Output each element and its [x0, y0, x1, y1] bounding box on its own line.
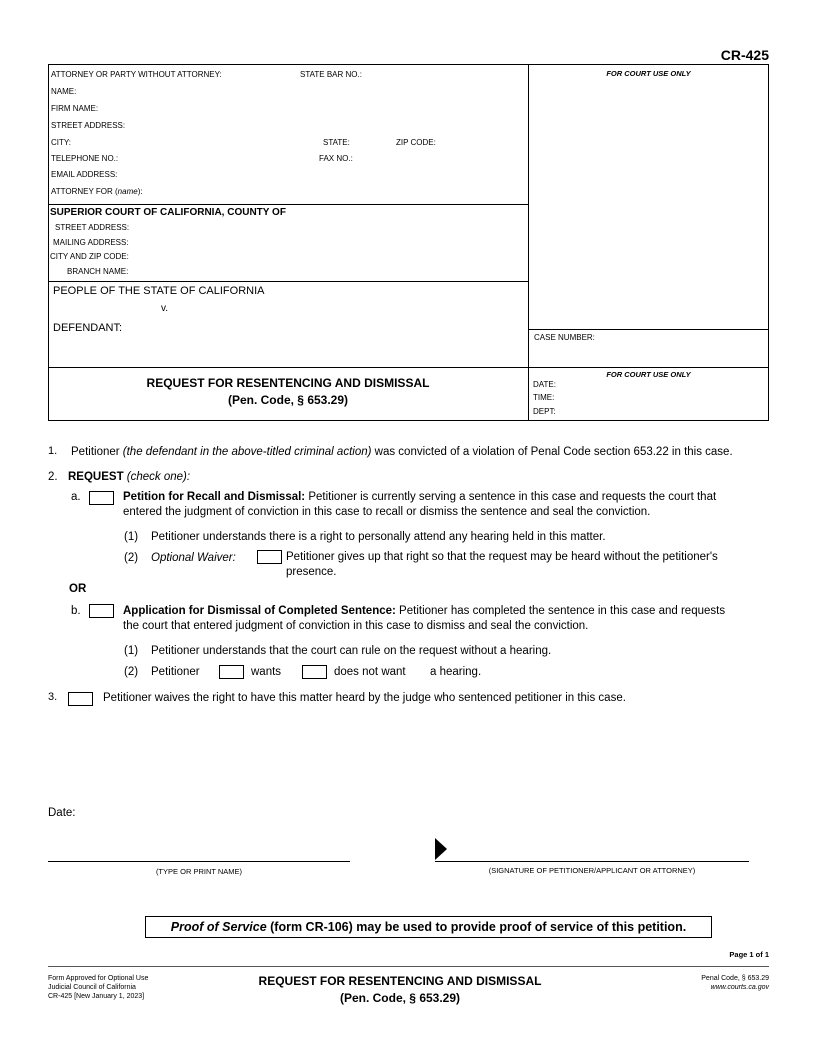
footer-website-link[interactable]: www.courts.ca.gov	[710, 984, 769, 991]
signature-caption: (SIGNATURE OF PETITIONER/APPLICANT OR ATTORNEY)	[488, 866, 696, 875]
court-title: SUPERIOR COURT OF CALIFORNIA, COUNTY OF	[50, 207, 286, 218]
item2b-bold: Application for Dismissal of Completed Sentence:	[123, 605, 396, 617]
item2b-checkbox[interactable]	[89, 604, 114, 618]
optional-waiver-text1: Petitioner gives up that right so that the request may be heard without the petitioner's	[286, 551, 718, 563]
item2b1-number: (1)	[124, 645, 139, 657]
item2-check-one: (check one):	[123, 471, 191, 483]
hearing-date-label[interactable]: DATE:	[533, 380, 556, 389]
name-label[interactable]: NAME:	[51, 87, 77, 96]
defendant-label[interactable]: DEFENDANT:	[53, 322, 123, 334]
divider-line	[48, 367, 769, 368]
divider-line	[48, 281, 528, 282]
state-label[interactable]: STATE:	[323, 138, 350, 147]
optional-waiver-checkbox[interactable]	[257, 550, 282, 564]
optional-waiver-label: Optional Waiver:	[151, 552, 236, 564]
item2b2-number: (2)	[124, 666, 139, 678]
divider-line	[528, 329, 769, 330]
hearing-time-label[interactable]: TIME:	[533, 393, 555, 402]
wants-hearing-checkbox[interactable]	[219, 665, 244, 679]
court-use-only-top: FOR COURT USE ONLY	[606, 69, 691, 78]
people-label: PEOPLE OF THE STATE OF CALIFORNIA	[53, 285, 265, 297]
zip-code-label[interactable]: ZIP CODE:	[396, 138, 436, 147]
state-bar-label: STATE BAR NO.:	[300, 70, 362, 79]
item3-number: 3.	[48, 691, 58, 703]
attorney-party-label: ATTORNEY OR PARTY WITHOUT ATTORNEY:	[51, 70, 222, 79]
footer-approved: Form Approved for Optional Use	[48, 975, 149, 982]
email-label[interactable]: EMAIL ADDRESS:	[51, 170, 118, 179]
item2a2-number: (2)	[124, 552, 139, 564]
footer-penal-code: Penal Code, § 653.29	[701, 975, 769, 982]
attorney-for-suffix: ):	[137, 187, 143, 196]
item2a-text-line1	[123, 490, 716, 505]
telephone-label[interactable]: TELEPHONE NO.:	[51, 154, 119, 163]
item2a1-number: (1)	[124, 531, 139, 543]
item2a-text-line2: entered the judgment of conviction in this case to recall or dismiss the sentence and seal the conviction.	[123, 506, 651, 518]
signature-line[interactable]	[435, 861, 749, 862]
court-mailing-label[interactable]: MAILING ADDRESS:	[53, 238, 129, 247]
page-number: Page 1 of 1	[729, 950, 769, 959]
print-name-line[interactable]	[48, 861, 350, 862]
attorney-for-prefix: ATTORNEY FOR (	[51, 187, 118, 196]
street-address-label[interactable]: STREET ADDRESS:	[51, 121, 126, 130]
optional-waiver-text2: presence.	[286, 566, 337, 578]
print-name-caption: (TYPE OR PRINT NAME)	[155, 867, 243, 876]
proof-of-service-text	[145, 920, 712, 934]
item2-number: 2.	[48, 471, 58, 483]
item2-heading	[68, 470, 190, 485]
item2-label: REQUEST	[68, 471, 124, 483]
fax-label[interactable]: FAX NO.:	[319, 154, 353, 163]
item1-number: 1.	[48, 445, 58, 457]
wants-label: wants	[251, 666, 282, 678]
item2b2-petitioner: Petitioner	[151, 666, 200, 678]
item2a-text1: Petitioner is currently serving a sentence in this case and requests the court that	[305, 491, 717, 503]
item1-italic: (the defendant in the above-titled criminal action)	[122, 446, 372, 458]
item1-text	[71, 445, 733, 460]
proof-of-service-rest: (form CR-106) may be used to provide proof of service of this petition.	[266, 920, 687, 934]
does-not-want-checkbox[interactable]	[302, 665, 327, 679]
item2b-text-line2: the court that entered judgment of conviction in this case to dismiss and seal the conviction.	[123, 620, 589, 632]
item2b-letter: b.	[71, 605, 81, 617]
item2a-letter: a.	[71, 491, 81, 503]
hearing-label: a hearing.	[430, 666, 482, 678]
city-label[interactable]: CITY:	[51, 138, 72, 147]
item2b-text1: Petitioner has completed the sentence in this case and requests	[395, 605, 726, 617]
form-title-line1: REQUEST FOR RESENTENCING AND DISMISSAL	[146, 376, 430, 390]
attorney-for-label[interactable]	[51, 187, 143, 196]
court-cityzip-label[interactable]: CITY AND ZIP CODE:	[50, 252, 129, 261]
hearing-dept-label[interactable]: DEPT:	[533, 407, 556, 416]
proof-of-service-italic: Proof of Service	[170, 920, 267, 934]
form-number: CR-425	[720, 47, 769, 63]
item2a-checkbox[interactable]	[89, 491, 114, 505]
or-label: OR	[69, 583, 87, 595]
item1-post: was convicted of a violation of Penal Code section 653.22 in this case.	[371, 446, 733, 458]
case-number-label[interactable]: CASE NUMBER:	[534, 333, 595, 342]
sign-here-arrow-icon	[435, 838, 447, 860]
date-label[interactable]: Date:	[48, 807, 76, 819]
item2a1-text: Petitioner understands there is a right to personally attend any hearing held in this matter.	[151, 531, 606, 543]
footer-form-revision: CR-425 [New January 1, 2023]	[48, 993, 145, 1000]
footer-title-line2: (Pen. Code, § 653.29)	[339, 991, 461, 1005]
item3-text: Petitioner waives the right to have this matter heard by the judge who sentenced petitioner in this case.	[103, 692, 626, 704]
footer-council: Judicial Council of California	[48, 984, 136, 991]
item2b-text-line1	[123, 604, 725, 619]
form-title-line2: (Pen. Code, § 653.29)	[227, 393, 349, 407]
court-use-only-hearing: FOR COURT USE ONLY	[606, 370, 691, 379]
versus-label: v.	[161, 303, 169, 314]
item2a-bold: Petition for Recall and Dismissal:	[123, 491, 306, 503]
item2b1-text: Petitioner understands that the court can rule on the request without a hearing.	[151, 645, 552, 657]
does-not-want-label: does not want	[334, 666, 406, 678]
item1-pre: Petitioner	[71, 446, 123, 458]
court-street-label[interactable]: STREET ADDRESS:	[55, 223, 130, 232]
footer-title-line1: REQUEST FOR RESENTENCING AND DISMISSAL	[258, 974, 542, 988]
court-branch-label[interactable]: BRANCH NAME:	[67, 267, 129, 276]
item3-checkbox[interactable]	[68, 692, 93, 706]
attorney-for-name-hint: name	[117, 187, 138, 196]
firm-name-label[interactable]: FIRM NAME:	[51, 104, 99, 113]
footer-rule	[48, 966, 769, 967]
divider-line	[48, 204, 528, 205]
